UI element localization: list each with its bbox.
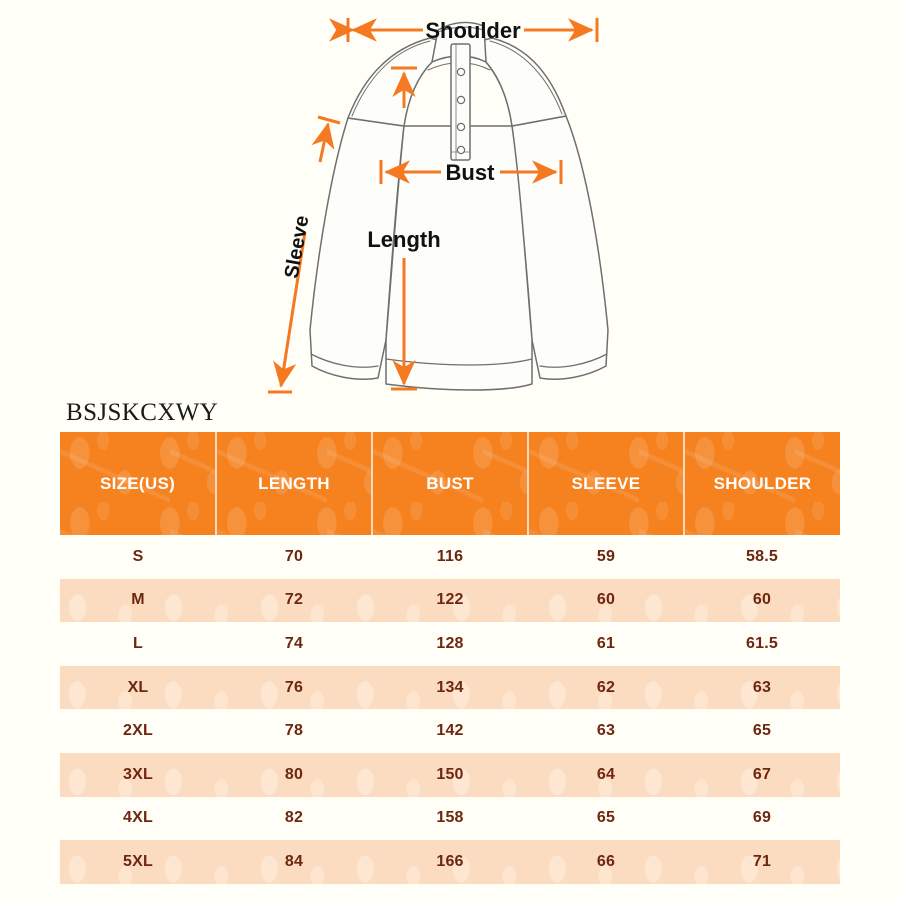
cell-length: 72 (284, 591, 304, 609)
size-chart-header (60, 432, 840, 535)
cell-length: 84 (284, 852, 304, 870)
cell-size: 2XL (123, 722, 153, 740)
cell-sleeve: 64 (596, 765, 616, 783)
cell-bust: 166 (436, 852, 464, 870)
cell-size: 4XL (123, 809, 153, 827)
cell-shoulder: 69 (752, 809, 772, 827)
cell-shoulder: 65 (752, 722, 772, 740)
table-row (60, 579, 840, 623)
cell-sleeve: 66 (596, 852, 616, 870)
cell-bust: 116 (436, 547, 464, 565)
cell-sleeve: 65 (596, 809, 616, 827)
cell-sleeve: 63 (596, 722, 616, 740)
column-header-sleeve: SLEEVE (528, 432, 684, 535)
column-header-bust: BUST (372, 432, 528, 535)
cell-shoulder: 58.5 (746, 547, 778, 565)
cell-bust: 122 (436, 591, 464, 609)
table-row (60, 753, 840, 797)
cell-size: S (132, 547, 144, 565)
cell-sleeve: 61 (596, 634, 616, 652)
cell-size: 3XL (123, 765, 153, 783)
cell-sleeve: 62 (596, 678, 616, 696)
cell-bust: 150 (436, 765, 464, 783)
cell-length: 80 (284, 765, 304, 783)
column-header-shoulder: SHOULDER (684, 432, 840, 535)
shoulder-label: Shoulder (425, 18, 521, 43)
cell-length: 74 (284, 634, 304, 652)
table-row (60, 797, 840, 841)
cell-bust: 142 (436, 722, 464, 740)
cell-shoulder: 61.5 (746, 634, 778, 652)
cell-bust: 134 (436, 678, 464, 696)
table-row (60, 535, 840, 579)
cell-bust: 128 (436, 634, 464, 652)
cell-shoulder: 67 (752, 765, 772, 783)
cell-sleeve: 60 (596, 591, 616, 609)
cell-shoulder: 60 (752, 591, 772, 609)
cell-bust: 158 (436, 809, 464, 827)
size-chart-body (60, 535, 840, 884)
brand-name: BSJSKCXWY (66, 399, 219, 426)
table-row (60, 622, 840, 666)
cell-size: L (133, 634, 143, 652)
sleeve-label: Sleeve (280, 213, 314, 281)
table-row (60, 840, 840, 884)
table-row (60, 709, 840, 753)
header-row (60, 432, 840, 535)
cell-length: 78 (284, 722, 304, 740)
cell-size: XL (127, 678, 149, 696)
cell-size: M (131, 591, 145, 609)
column-header-size: SIZE(US) (60, 432, 216, 535)
cell-length: 82 (284, 809, 304, 827)
column-header-length: LENGTH (216, 432, 372, 535)
cell-sleeve: 59 (596, 547, 616, 565)
size-chart-table (60, 432, 840, 884)
cell-shoulder: 71 (752, 852, 772, 870)
cell-length: 70 (284, 547, 304, 565)
table-row (60, 666, 840, 710)
length-label: Length (367, 227, 441, 252)
cell-length: 76 (284, 678, 304, 696)
sweatshirt-outline (310, 23, 608, 390)
bust-label: Bust (445, 160, 495, 185)
cell-size: 5XL (123, 852, 153, 870)
garment-illustration (0, 0, 900, 400)
cell-shoulder: 63 (752, 678, 772, 696)
